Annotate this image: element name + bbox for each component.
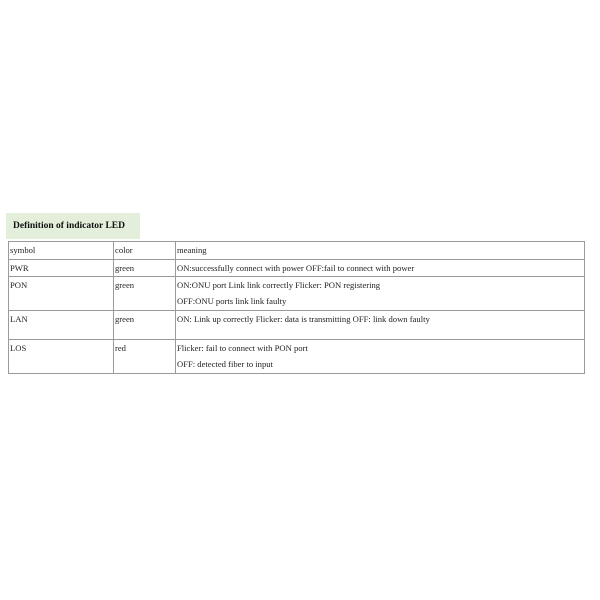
cell-symbol: LOS <box>9 340 114 374</box>
table-row-lan <box>9 311 585 340</box>
cell-symbol: LAN <box>9 311 114 340</box>
meaning-line: ON:successfully connect with power OFF:fail to connect with power <box>177 263 415 273</box>
cell-meaning <box>176 311 585 340</box>
header-symbol: symbol <box>9 242 114 260</box>
table-header-row <box>9 242 585 260</box>
meaning-line: OFF:ONU ports link link faulty <box>177 296 287 306</box>
table-row-pon <box>9 277 585 311</box>
cell-meaning <box>176 340 585 374</box>
cell-color: green <box>114 260 176 277</box>
meaning-line: ON:ONU port Link link correctly Flicker: PON registering <box>177 280 381 290</box>
cell-color: green <box>114 311 176 340</box>
cell-symbol: PWR <box>9 260 114 277</box>
section-heading <box>6 213 140 239</box>
header-color: color <box>114 242 176 260</box>
led-definition-table <box>8 241 585 374</box>
table-row-los <box>9 340 585 374</box>
cell-meaning <box>176 277 585 311</box>
table-row-pwr <box>9 260 585 277</box>
cell-color: green <box>114 277 176 311</box>
section-heading-text: Definition of indicator LED <box>13 221 125 231</box>
cell-symbol: PON <box>9 277 114 311</box>
meaning-line: OFF: detected fiber to input <box>177 359 273 369</box>
cell-meaning <box>176 260 585 277</box>
meaning-line: ON: Link up correctly Flicker: data is transmitting OFF: link down faulty <box>177 314 430 324</box>
cell-color: red <box>114 340 176 374</box>
meaning-line: Flicker: fail to connect with PON port <box>177 343 308 353</box>
header-meaning: meaning <box>176 242 585 260</box>
